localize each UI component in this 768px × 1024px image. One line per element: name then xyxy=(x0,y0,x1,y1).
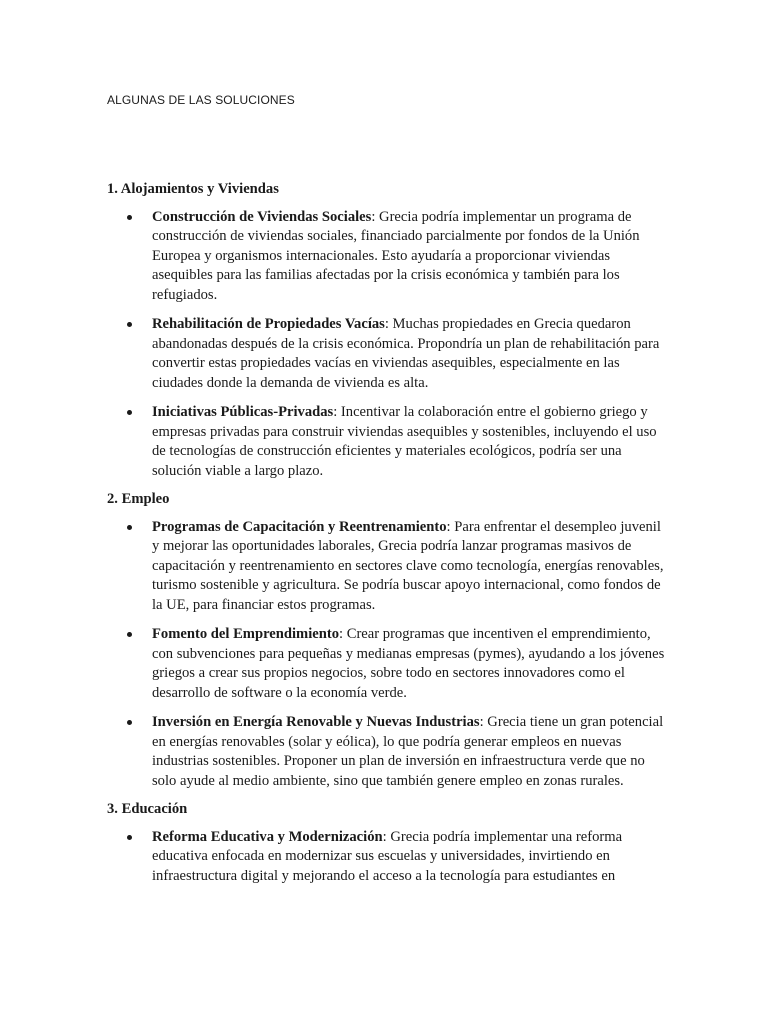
list-item xyxy=(107,208,667,306)
list-item xyxy=(107,625,667,703)
item-text: : Para enfrentar el desempleo juvenil y mejorar las oportunidades laborales, Grecia podría lanzar programas masivos de capacitación y reentrenamiento en sectores clave como tecnología, energías renovables, turismo sostenible y agricultura. Se podría buscar apoyo internacional, como fondos de la UE, para financiar estos programas. xyxy=(152,518,664,613)
bullet-icon xyxy=(127,410,132,415)
bullet-list xyxy=(107,828,667,887)
bullet-icon xyxy=(127,215,132,220)
item-term: Rehabilitación de Propiedades Vacías xyxy=(152,316,385,332)
bullet-list xyxy=(107,208,667,482)
item-term: Fomento del Emprendimiento xyxy=(152,626,340,642)
item-text: : Incentivar la colaboración entre el gobierno griego y empresas privadas para construir viviendas asequibles y sostenibles, incluyendo el uso de tecnologías de construcción eficientes y materiales ecológicos, podría ser una solución viable a largo plazo. xyxy=(152,404,657,479)
bullet-icon xyxy=(127,322,132,327)
item-term: Inversión en Energía Renovable y Nuevas Industrias xyxy=(152,714,480,730)
item-term: Iniciativas Públicas-Privadas xyxy=(152,404,334,420)
item-text: : Grecia podría implementar una reforma educativa enfocada en modernizar sus escuelas y universidades, invirtiendo en infraestructura digital y mejorando el acceso a la tecnología para estudiantes en xyxy=(152,828,623,884)
list-item xyxy=(107,828,667,887)
item-text: : Muchas propiedades en Grecia quedaron abandonadas después de la crisis económica. Propondría un plan de rehabilitación para convertir estas propiedades vacías en viviendas asequibles, especialmente en las ciudades donde la demanda de vivienda es alta. xyxy=(152,316,660,391)
list-item xyxy=(107,403,667,481)
list-item xyxy=(107,518,667,616)
bullet-icon xyxy=(127,835,132,840)
item-text: : Grecia podría implementar un programa de construcción de viviendas sociales, financiado parcialmente por fondos de la Unión Europea y organismos internacionales. Esto ayudaría a proporcionar viviendas asequibles para las familias afectadas por la crisis económica y también para los refugiados. xyxy=(152,208,640,303)
item-term: Programas de Capacitación y Reentrenamiento xyxy=(152,518,447,535)
item-text: : Grecia tiene un gran potencial en energías renovables (solar y eólica), lo que podría generar empleos en nuevas industrias sostenibles. Proponer un plan de inversión en infraestructura verde que no solo ayude al medio ambiente, sino que también genere empleo en zonas rurales. xyxy=(152,714,664,789)
list-item xyxy=(107,713,667,791)
section-heading-educacion: 3. Educación xyxy=(107,801,188,817)
section-heading-alojamientos: 1. Alojamientos y Viviendas xyxy=(107,181,279,197)
item-term: Reforma Educativa y Modernización xyxy=(152,828,383,845)
item-text: : Crear programas que incentiven el emprendimiento, con subvenciones para pequeñas y medianas empresas (pymes), ayudando a los jóvenes griegos a crear sus propios negocios, sobre todo en sectores innovadores como el desarrollo de software o la economía verde. xyxy=(152,626,665,701)
item-term: Construcción de Viviendas Sociales xyxy=(152,208,372,225)
bullet-icon xyxy=(127,720,132,725)
bullet-icon xyxy=(127,525,132,530)
section-heading-empleo: 2. Empleo xyxy=(107,491,170,507)
document-title: ALGUNAS DE LAS SOLUCIONES xyxy=(107,93,295,107)
bullet-list xyxy=(107,518,667,792)
bullet-icon xyxy=(127,632,132,637)
list-item xyxy=(107,315,667,393)
document-body xyxy=(107,180,667,895)
